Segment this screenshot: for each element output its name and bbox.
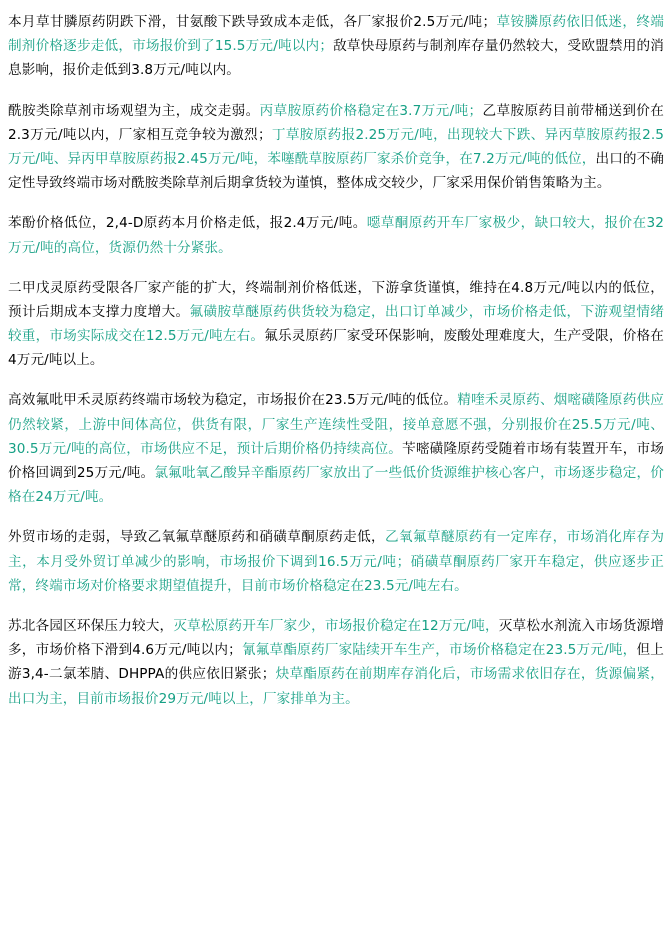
text-segment: 苄嘧磺隆原药受随着市场有装置开车，市场价格回调到25万元/吨。	[8, 440, 664, 481]
text-segment: 敌草快母原药与制剂库存量仍然较大，受欧盟禁用的消息影响，报价走低到3.8万元/吨以内。	[8, 38, 664, 79]
paragraph	[8, 99, 664, 196]
text-segment: 酰胺类除草剂市场观望为主，成交走弱。	[8, 102, 260, 119]
text-segment: 苏北各园区环保压力较大，	[8, 617, 174, 634]
text-segment: 苯酚价格低位，2,4-D原药本月价格走低，报2.4万元/吨。	[8, 215, 367, 232]
text-segment-highlight: 草铵膦原药依旧低迷，终端制剂价格逐步走低，市场报价到了15.5万元/吨以内；	[8, 14, 664, 55]
text-segment-highlight: 氯氟吡氧乙酸异辛酯原药厂家放出了一些低价货源维护核心客户，市场逐步稳定，价格在24万元/吨。	[8, 465, 665, 506]
text-segment-highlight: 丙草胺原药价格稳定在3.7万元/吨；	[259, 102, 483, 119]
text-segment: 但上游3,4-二氯苯腈、DHPPA的供应依旧紧张；	[8, 642, 665, 683]
paragraph	[8, 276, 664, 373]
text-segment: 高效氟吡甲禾灵原药终端市场较为稳定，市场报价在23.5万元/吨的低位。	[8, 392, 458, 409]
text-segment-highlight: 灭草松原药开车厂家少，市场报价稳定在12万元/吨，	[173, 617, 499, 634]
paragraph	[8, 614, 664, 711]
paragraph	[8, 211, 664, 259]
paragraph	[8, 525, 664, 598]
text-segment-highlight: 氟磺胺草醚原药供货较为稳定，出口订单减少，市场价格走低，下游观望情绪较重，市场实际成交在12.5万元/吨左右。	[8, 303, 664, 345]
text-segment-highlight: 丁草胺原药报2.25万元/吨，出现较大下跌、异丙草胺原药报2.5万元/吨、异丙甲草胺原药报2.45万元/吨，苯噻酰草胺原药厂家杀价竞争，在7.2万元/吨的低位，	[8, 126, 664, 167]
text-segment: 乙草胺原药目前带桶送到价在2.3万元/吨以内，厂家相互竞争较为激烈；	[8, 102, 664, 143]
text-segment: 本月草甘膦原药阴跌下滑，甘氨酸下跌导致成本走低，各厂家报价2.5万元/吨；	[8, 14, 497, 30]
text-segment: 外贸市场的走弱，导致乙氧氟草醚原药和硝磺草酮原药走低，	[8, 529, 386, 546]
text-segment: 二甲戊灵原药受限各厂家产能的扩大，终端制剂价格低迷，下游拿货谨慎，维持在4.8万元/吨以内的低位，预计后期成本支撑力度增大。	[8, 279, 664, 320]
text-segment: 灭草松水剂流入市场货源增多，市场价格下滑到4.6万元/吨以内；	[8, 617, 665, 659]
paragraph	[8, 388, 664, 509]
text-segment-highlight: 氰氟草酯原药厂家陆续开车生产，市场价格稳定在23.5万元/吨，	[241, 642, 637, 659]
text-segment: 出口的不确定性导致终端市场对酰胺类除草剂后期拿货较为谨慎，整体成交较少，厂家采用保价销售策略为主。	[8, 150, 664, 192]
paragraph	[8, 10, 664, 83]
text-segment-highlight: 炔草酯原药在前期库存消化后，市场需求依旧存在，货源偏紧，出口为主，目前市场报价29万元/吨以上，厂家排单为主。	[8, 666, 664, 707]
text-segment-highlight: 乙氧氟草醚原药有一定库存，市场消化库存为主，本月受外贸订单减少的影响，市场报价下调到16.5万元/吨；硝磺草酮原药厂家开车稳定，供应逐步正常，终端市场对价格要求期望值提升，目前市场价格稳定在23.5元/吨左右。	[8, 529, 665, 594]
text-segment: 氟乐灵原药厂家受环保影响，废酸处理难度大，生产受限，价格在4万元/吨以上。	[8, 328, 664, 369]
text-segment-highlight: 精喹禾灵原药、烟嘧磺隆原药供应仍然较紧，上游中间体高位，供货有限，厂家生产连续性受阻，接单意愿不强，分别报价在25.5万元/吨、30.5万元/吨的高位，市场供应不足，预计后期价格仍持续高位。	[8, 392, 664, 457]
text-segment-highlight: 噁草酮原药开车厂家极少，缺口较大，报价在32万元/吨的高位，货源仍然十分紧张。	[8, 215, 664, 256]
